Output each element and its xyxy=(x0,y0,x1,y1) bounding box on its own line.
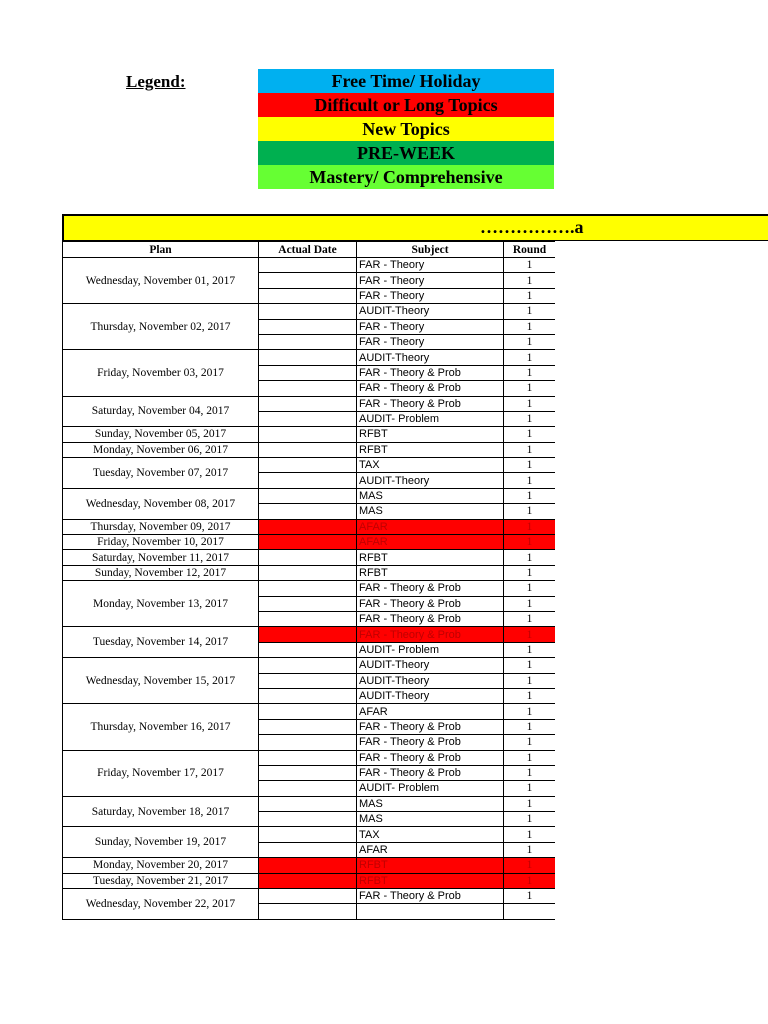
actual-date-cell[interactable] xyxy=(259,396,357,411)
actual-date-cell[interactable] xyxy=(259,812,357,827)
header-row xyxy=(63,242,556,258)
subject-cell: FAR - Theory xyxy=(357,258,504,273)
plan-date-cell: Sunday, November 05, 2017 xyxy=(63,427,259,442)
round-cell: 1 xyxy=(504,442,556,457)
actual-date-cell[interactable] xyxy=(259,611,357,626)
actual-date-cell[interactable] xyxy=(259,688,357,703)
table-row xyxy=(63,658,556,673)
actual-date-cell[interactable] xyxy=(259,504,357,519)
subject-cell: MAS xyxy=(357,812,504,827)
subject-cell: FAR - Theory & Prob xyxy=(357,719,504,734)
subject-cell: MAS xyxy=(357,504,504,519)
round-cell: 1 xyxy=(504,458,556,473)
actual-date-cell[interactable] xyxy=(259,458,357,473)
table-row xyxy=(63,750,556,765)
actual-date-cell[interactable] xyxy=(259,442,357,457)
subject-cell: FAR - Theory & Prob xyxy=(357,750,504,765)
round-cell: 1 xyxy=(504,719,556,734)
actual-date-cell[interactable] xyxy=(259,581,357,596)
table-row xyxy=(63,519,556,534)
round-cell: 1 xyxy=(504,258,556,273)
actual-date-cell[interactable] xyxy=(259,350,357,365)
round-cell: 1 xyxy=(504,381,556,396)
round-cell: 1 xyxy=(504,627,556,642)
header-round: Round xyxy=(504,242,556,258)
actual-date-cell[interactable] xyxy=(259,365,357,380)
table-row xyxy=(63,827,556,842)
plan-date-cell: Sunday, November 12, 2017 xyxy=(63,565,259,580)
subject-cell: FAR - Theory & Prob xyxy=(357,611,504,626)
table-row xyxy=(63,858,556,873)
legend-item: New Topics xyxy=(258,117,554,141)
actual-date-cell[interactable] xyxy=(259,627,357,642)
table-row xyxy=(63,304,556,319)
plan-date-cell: Friday, November 17, 2017 xyxy=(63,750,259,796)
plan-date-cell: Tuesday, November 07, 2017 xyxy=(63,458,259,489)
round-cell: 1 xyxy=(504,488,556,503)
round-cell: 1 xyxy=(504,519,556,534)
actual-date-cell[interactable] xyxy=(259,796,357,811)
actual-date-cell[interactable] xyxy=(259,473,357,488)
subject-cell: AUDIT-Theory xyxy=(357,350,504,365)
plan-date-cell: Thursday, November 09, 2017 xyxy=(63,519,259,534)
table-row xyxy=(63,581,556,596)
table-row xyxy=(63,889,556,904)
subject-cell: FAR - Theory & Prob xyxy=(357,365,504,380)
round-cell: 1 xyxy=(504,565,556,580)
title-banner xyxy=(62,214,768,241)
actual-date-cell[interactable] xyxy=(259,765,357,780)
plan-date-cell: Monday, November 06, 2017 xyxy=(63,442,259,457)
subject-cell: AUDIT-Theory xyxy=(357,673,504,688)
round-cell: 1 xyxy=(504,473,556,488)
round-cell: 1 xyxy=(504,873,556,888)
round-cell: 1 xyxy=(504,535,556,550)
plan-date-cell: Saturday, November 18, 2017 xyxy=(63,796,259,827)
subject-cell: AUDIT-Theory xyxy=(357,688,504,703)
plan-date-cell: Tuesday, November 21, 2017 xyxy=(63,873,259,888)
legend-label: Legend: xyxy=(126,72,186,91)
round-cell: 1 xyxy=(504,427,556,442)
round-cell: 1 xyxy=(504,288,556,303)
subject-cell: AFAR xyxy=(357,535,504,550)
table-row xyxy=(63,258,556,273)
round-cell: 1 xyxy=(504,812,556,827)
table-row xyxy=(63,535,556,550)
actual-date-cell[interactable] xyxy=(259,704,357,719)
actual-date-cell[interactable] xyxy=(259,750,357,765)
table-row xyxy=(63,627,556,642)
round-cell xyxy=(504,904,556,919)
round-cell: 1 xyxy=(504,858,556,873)
subject-cell: FAR - Theory & Prob xyxy=(357,889,504,904)
table-row xyxy=(63,796,556,811)
plan-date-cell: Wednesday, November 22, 2017 xyxy=(63,889,259,920)
round-cell: 1 xyxy=(504,765,556,780)
subject-cell xyxy=(357,904,504,919)
legend-item: Mastery/ Comprehensive xyxy=(258,165,554,189)
actual-date-cell[interactable] xyxy=(259,904,357,919)
actual-date-cell[interactable] xyxy=(259,827,357,842)
actual-date-cell[interactable] xyxy=(259,873,357,888)
actual-date-cell[interactable] xyxy=(259,735,357,750)
header-actual-date: Actual Date xyxy=(259,242,357,258)
actual-date-cell[interactable] xyxy=(259,411,357,426)
subject-cell: FAR - Theory xyxy=(357,319,504,334)
actual-date-cell[interactable] xyxy=(259,273,357,288)
round-cell: 1 xyxy=(504,735,556,750)
table-row xyxy=(63,442,556,457)
plan-date-cell: Saturday, November 11, 2017 xyxy=(63,550,259,565)
subject-cell: FAR - Theory & Prob xyxy=(357,765,504,780)
legend-item: PRE-WEEK xyxy=(258,141,554,165)
round-cell: 1 xyxy=(504,350,556,365)
round-cell: 1 xyxy=(504,611,556,626)
subject-cell: FAR - Theory & Prob xyxy=(357,627,504,642)
plan-date-cell: Wednesday, November 01, 2017 xyxy=(63,258,259,304)
table-row xyxy=(63,550,556,565)
round-cell: 1 xyxy=(504,827,556,842)
actual-date-cell[interactable] xyxy=(259,304,357,319)
plan-date-cell: Saturday, November 04, 2017 xyxy=(63,396,259,427)
header-plan: Plan xyxy=(63,242,259,258)
actual-date-cell[interactable] xyxy=(259,288,357,303)
round-cell: 1 xyxy=(504,796,556,811)
plan-date-cell: Monday, November 20, 2017 xyxy=(63,858,259,873)
table-row xyxy=(63,350,556,365)
subject-cell: FAR - Theory & Prob xyxy=(357,381,504,396)
round-cell: 1 xyxy=(504,504,556,519)
subject-cell: FAR - Theory xyxy=(357,273,504,288)
round-cell: 1 xyxy=(504,319,556,334)
round-cell: 1 xyxy=(504,704,556,719)
subject-cell: AUDIT- Problem xyxy=(357,642,504,657)
legend-item: Free Time/ Holiday xyxy=(258,69,554,93)
round-cell: 1 xyxy=(504,581,556,596)
table-row xyxy=(63,873,556,888)
legend xyxy=(258,69,554,189)
actual-date-cell[interactable] xyxy=(259,488,357,503)
legend-item: Difficult or Long Topics xyxy=(258,93,554,117)
subject-cell: RFBT xyxy=(357,565,504,580)
round-cell: 1 xyxy=(504,411,556,426)
round-cell: 1 xyxy=(504,396,556,411)
actual-date-cell[interactable] xyxy=(259,719,357,734)
round-cell: 1 xyxy=(504,334,556,349)
actual-date-cell[interactable] xyxy=(259,642,357,657)
round-cell: 1 xyxy=(504,781,556,796)
subject-cell: MAS xyxy=(357,796,504,811)
subject-cell: RFBT xyxy=(357,873,504,888)
actual-date-cell[interactable] xyxy=(259,519,357,534)
subject-cell: MAS xyxy=(357,488,504,503)
subject-cell: FAR - Theory xyxy=(357,334,504,349)
subject-cell: RFBT xyxy=(357,427,504,442)
subject-cell: AFAR xyxy=(357,519,504,534)
subject-cell: AFAR xyxy=(357,704,504,719)
subject-cell: FAR - Theory & Prob xyxy=(357,596,504,611)
subject-cell: FAR - Theory xyxy=(357,288,504,303)
actual-date-cell[interactable] xyxy=(259,673,357,688)
subject-cell: FAR - Theory & Prob xyxy=(357,735,504,750)
round-cell: 1 xyxy=(504,673,556,688)
actual-date-cell[interactable] xyxy=(259,427,357,442)
subject-cell: RFBT xyxy=(357,442,504,457)
round-cell: 1 xyxy=(504,642,556,657)
actual-date-cell[interactable] xyxy=(259,781,357,796)
actual-date-cell[interactable] xyxy=(259,258,357,273)
subject-cell: AUDIT-Theory xyxy=(357,658,504,673)
plan-date-cell: Friday, November 10, 2017 xyxy=(63,535,259,550)
round-cell: 1 xyxy=(504,889,556,904)
round-cell: 1 xyxy=(504,550,556,565)
subject-cell: AUDIT-Theory xyxy=(357,304,504,319)
round-cell: 1 xyxy=(504,596,556,611)
subject-cell: AUDIT- Problem xyxy=(357,781,504,796)
actual-date-cell[interactable] xyxy=(259,596,357,611)
subject-cell: RFBT xyxy=(357,858,504,873)
subject-cell: AUDIT- Problem xyxy=(357,411,504,426)
round-cell: 1 xyxy=(504,842,556,857)
header-subject: Subject xyxy=(357,242,504,258)
subject-cell: FAR - Theory & Prob xyxy=(357,581,504,596)
actual-date-cell[interactable] xyxy=(259,889,357,904)
table-row xyxy=(63,565,556,580)
plan-date-cell: Sunday, November 19, 2017 xyxy=(63,827,259,858)
subject-cell: AUDIT-Theory xyxy=(357,473,504,488)
plan-date-cell: Monday, November 13, 2017 xyxy=(63,581,259,627)
plan-date-cell: Wednesday, November 15, 2017 xyxy=(63,658,259,704)
actual-date-cell[interactable] xyxy=(259,658,357,673)
actual-date-cell[interactable] xyxy=(259,334,357,349)
table-row xyxy=(63,427,556,442)
round-cell: 1 xyxy=(504,304,556,319)
round-cell: 1 xyxy=(504,658,556,673)
round-cell: 1 xyxy=(504,750,556,765)
subject-cell: TAX xyxy=(357,458,504,473)
subject-cell: TAX xyxy=(357,827,504,842)
plan-date-cell: Tuesday, November 14, 2017 xyxy=(63,627,259,658)
actual-date-cell[interactable] xyxy=(259,550,357,565)
table-row xyxy=(63,396,556,411)
round-cell: 1 xyxy=(504,688,556,703)
plan-date-cell: Wednesday, November 08, 2017 xyxy=(63,488,259,519)
actual-date-cell[interactable] xyxy=(259,858,357,873)
actual-date-cell[interactable] xyxy=(259,381,357,396)
actual-date-cell[interactable] xyxy=(259,842,357,857)
subject-cell: FAR - Theory & Prob xyxy=(357,396,504,411)
plan-date-cell: Thursday, November 02, 2017 xyxy=(63,304,259,350)
actual-date-cell[interactable] xyxy=(259,535,357,550)
subject-cell: AFAR xyxy=(357,842,504,857)
actual-date-cell[interactable] xyxy=(259,565,357,580)
table-row xyxy=(63,704,556,719)
subject-cell: RFBT xyxy=(357,550,504,565)
schedule-table xyxy=(62,241,555,920)
schedule-sheet xyxy=(62,241,555,950)
table-row xyxy=(63,458,556,473)
round-cell: 1 xyxy=(504,365,556,380)
round-cell: 1 xyxy=(504,273,556,288)
plan-date-cell: Thursday, November 16, 2017 xyxy=(63,704,259,750)
table-row xyxy=(63,488,556,503)
actual-date-cell[interactable] xyxy=(259,319,357,334)
plan-date-cell: Friday, November 03, 2017 xyxy=(63,350,259,396)
banner-text: …………….a xyxy=(480,217,584,237)
